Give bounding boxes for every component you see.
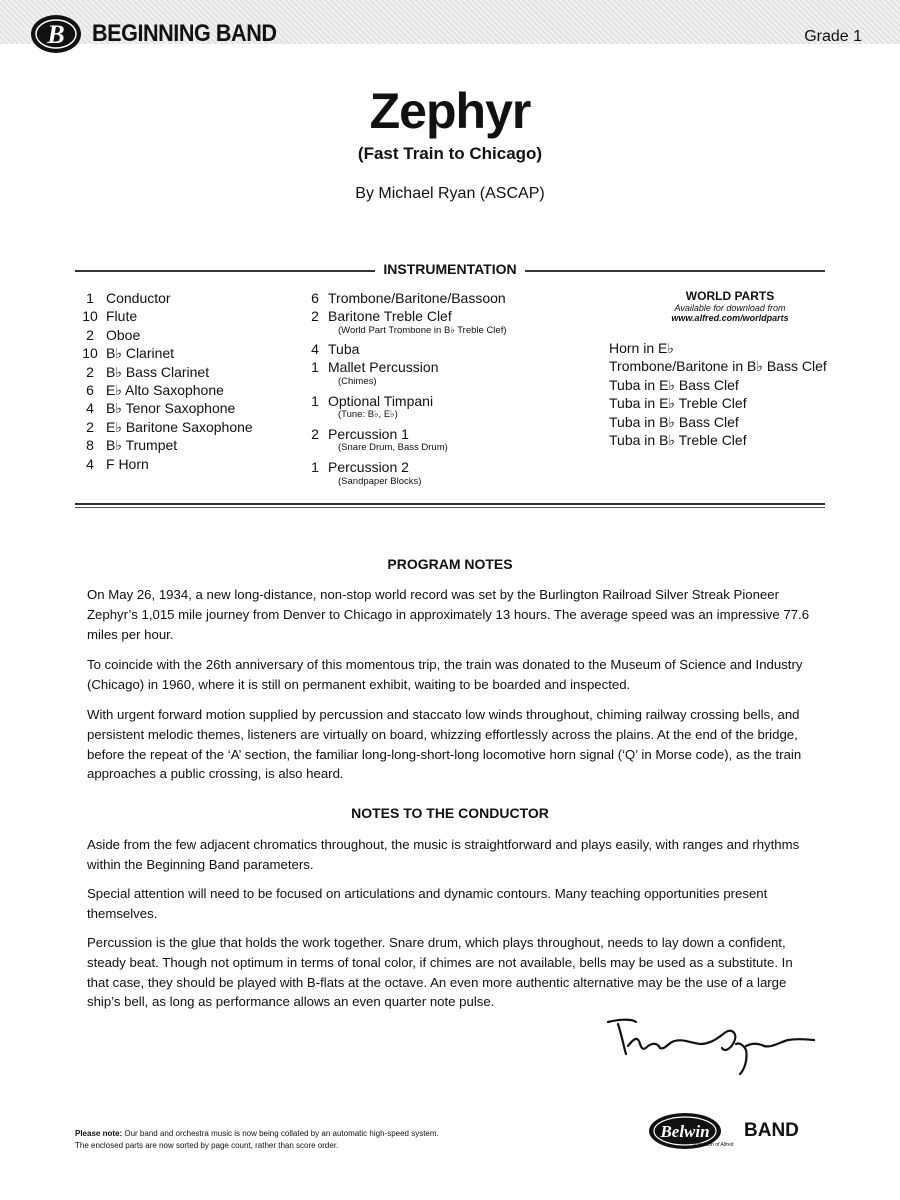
program-notes-heading: PROGRAM NOTES xyxy=(387,556,513,572)
instrument-note: (Sandpaper Blocks) xyxy=(338,475,422,487)
instrument-list-2 xyxy=(302,289,507,491)
footer-note-line2: The enclosed parts are now sorted by page count, rather than score order. xyxy=(75,1140,339,1150)
instrument-row: 2 Baritone Treble Clef xyxy=(311,308,452,325)
conductor-notes-paragraph: Special attention will need to be focused on articulations and dynamic contours. Many teaching opportunities present themselves. xyxy=(87,886,768,921)
instrument-row: 10 Flute xyxy=(82,308,138,325)
instrument-list-1 xyxy=(74,289,253,473)
conductor-notes-paragraph: Percussion is the glue that holds the work together. Snare drum, which plays throughout, needs to lay down a confident, steady beat. Though not optimum in terms of tonal color, if chimes are not available, bells may be used as a substitute. In that case, they should be played with B-flats at the octave. An even more authentic alternative may be the use of a large ship’s bell, as long as performance allows an even quarter note pulse. xyxy=(87,935,793,1010)
conductor-notes-heading: NOTES TO THE CONDUCTOR xyxy=(351,805,549,821)
instrument-note: (World Part Trombone in B♭ Treble Clef) xyxy=(338,324,507,336)
publisher-logo-text: Belwin xyxy=(660,1122,710,1141)
program-notes-paragraph: With urgent forward motion supplied by percussion and staccato low winds throughout, chiming railway crossing bells, and persistent melodic themes, listeners are virtually on board, whizzing effortlessly across the plains. At the end of the bridge, before the repeat of the ‘A’ section, the familiar long-long-short-long locomotive horn signal (‘Q’ in Morse code), as the train approaches a public crossing, is also heard. xyxy=(87,707,802,782)
instrument-row: 2 Percussion 1 xyxy=(311,426,409,443)
instrument-note: (Snare Drum, Bass Drum) xyxy=(338,442,448,454)
instrument-row: 2 Oboe xyxy=(86,326,141,343)
page-subtitle: (Fast Train to Chicago) xyxy=(357,144,543,163)
publisher-word: BAND xyxy=(744,1120,799,1141)
world-parts-title: WORLD PARTS xyxy=(685,289,775,303)
world-parts-availability: Available for download from xyxy=(674,303,786,313)
world-parts-list xyxy=(609,339,827,449)
instrument-row: 4 F Horn xyxy=(86,455,149,472)
instrument-note: (Chimes) xyxy=(338,375,377,387)
page-title: Zephyr xyxy=(369,83,531,139)
signature-icon xyxy=(604,1014,816,1076)
instrument-row: 1 Percussion 2 xyxy=(311,459,409,476)
instrument-row: 1 Conductor xyxy=(86,290,171,306)
world-part-item: Horn in E♭ xyxy=(609,340,674,356)
instrument-row: 8 B♭ Trumpet xyxy=(86,437,178,454)
instrument-row: 10 B♭ Clarinet xyxy=(82,345,175,362)
publisher-subtitle: a division of Alfred xyxy=(693,1142,734,1148)
instrument-row: 2 E♭ Baritone Saxophone xyxy=(86,418,253,435)
program-notes-paragraph: To coincide with the 26th anniversary of this momentous trip, the train was donated to the Museum of Science and Industry (Chicago) in 1960, where it is still on permanent exhibit, waiting to be boarded and inspected. xyxy=(87,657,803,692)
footer-note-label: Please note: xyxy=(75,1129,123,1138)
svg-text:B: B xyxy=(47,20,65,49)
world-part-item: Trombone/Baritone in B♭ Bass Clef xyxy=(609,358,827,375)
grade-label: Grade 1 xyxy=(804,28,862,45)
world-part-item: Tuba in E♭ Treble Clef xyxy=(609,395,747,412)
footer-note xyxy=(75,1128,535,1151)
world-part-item: Tuba in B♭ Bass Clef xyxy=(609,413,739,430)
instrument-row: 2 B♭ Bass Clarinet xyxy=(86,363,210,380)
instrument-row: 1 Optional Timpani xyxy=(311,392,434,409)
beginning-band-logo-icon xyxy=(30,14,82,54)
program-notes-paragraph: On May 26, 1934, a new long-distance, non-stop world record was set by the Burlington Railroad Silver Streak Pioneer Zephyr’s 1,015 mile journey from Denver to Chicago in approximately 13 hours. The average speed was an impressive 77.6 miles per hour. xyxy=(87,587,810,642)
instrument-row: 6 E♭ Alto Saxophone xyxy=(86,382,224,399)
composer-credit: By Michael Ryan (ASCAP) xyxy=(355,185,545,202)
instrumentation-bottom-rule-thin xyxy=(75,507,825,508)
instrumentation-heading: INSTRUMENTATION xyxy=(0,261,900,277)
instrument-row: 1 Mallet Percussion xyxy=(311,359,439,376)
conductor-notes-paragraph: Aside from the few adjacent chromatics throughout, the music is straightforward and plays easily, with ranges and rhythms within the Beginning Band parameters. xyxy=(87,837,800,872)
footer-note-line1: Our band and orchestra music is now being collated by an automatic high-speed system. xyxy=(124,1129,439,1138)
world-part-item: Tuba in B♭ Treble Clef xyxy=(609,432,747,449)
instrument-row: 6 Trombone/Baritone/Bassoon xyxy=(311,290,506,306)
world-parts-link[interactable]: www.alfred.com/worldparts xyxy=(671,313,789,323)
series-title: BEGINNING BAND xyxy=(92,20,277,47)
world-part-item: Tuba in E♭ Bass Clef xyxy=(609,376,739,393)
instrument-note: (Tune: B♭, E♭) xyxy=(338,409,398,421)
world-parts-header xyxy=(606,289,854,323)
instrumentation-bottom-rule xyxy=(75,503,825,505)
instrument-row: 4 B♭ Tenor Saxophone xyxy=(86,400,236,417)
instrument-row: 4 Tuba xyxy=(311,340,360,357)
